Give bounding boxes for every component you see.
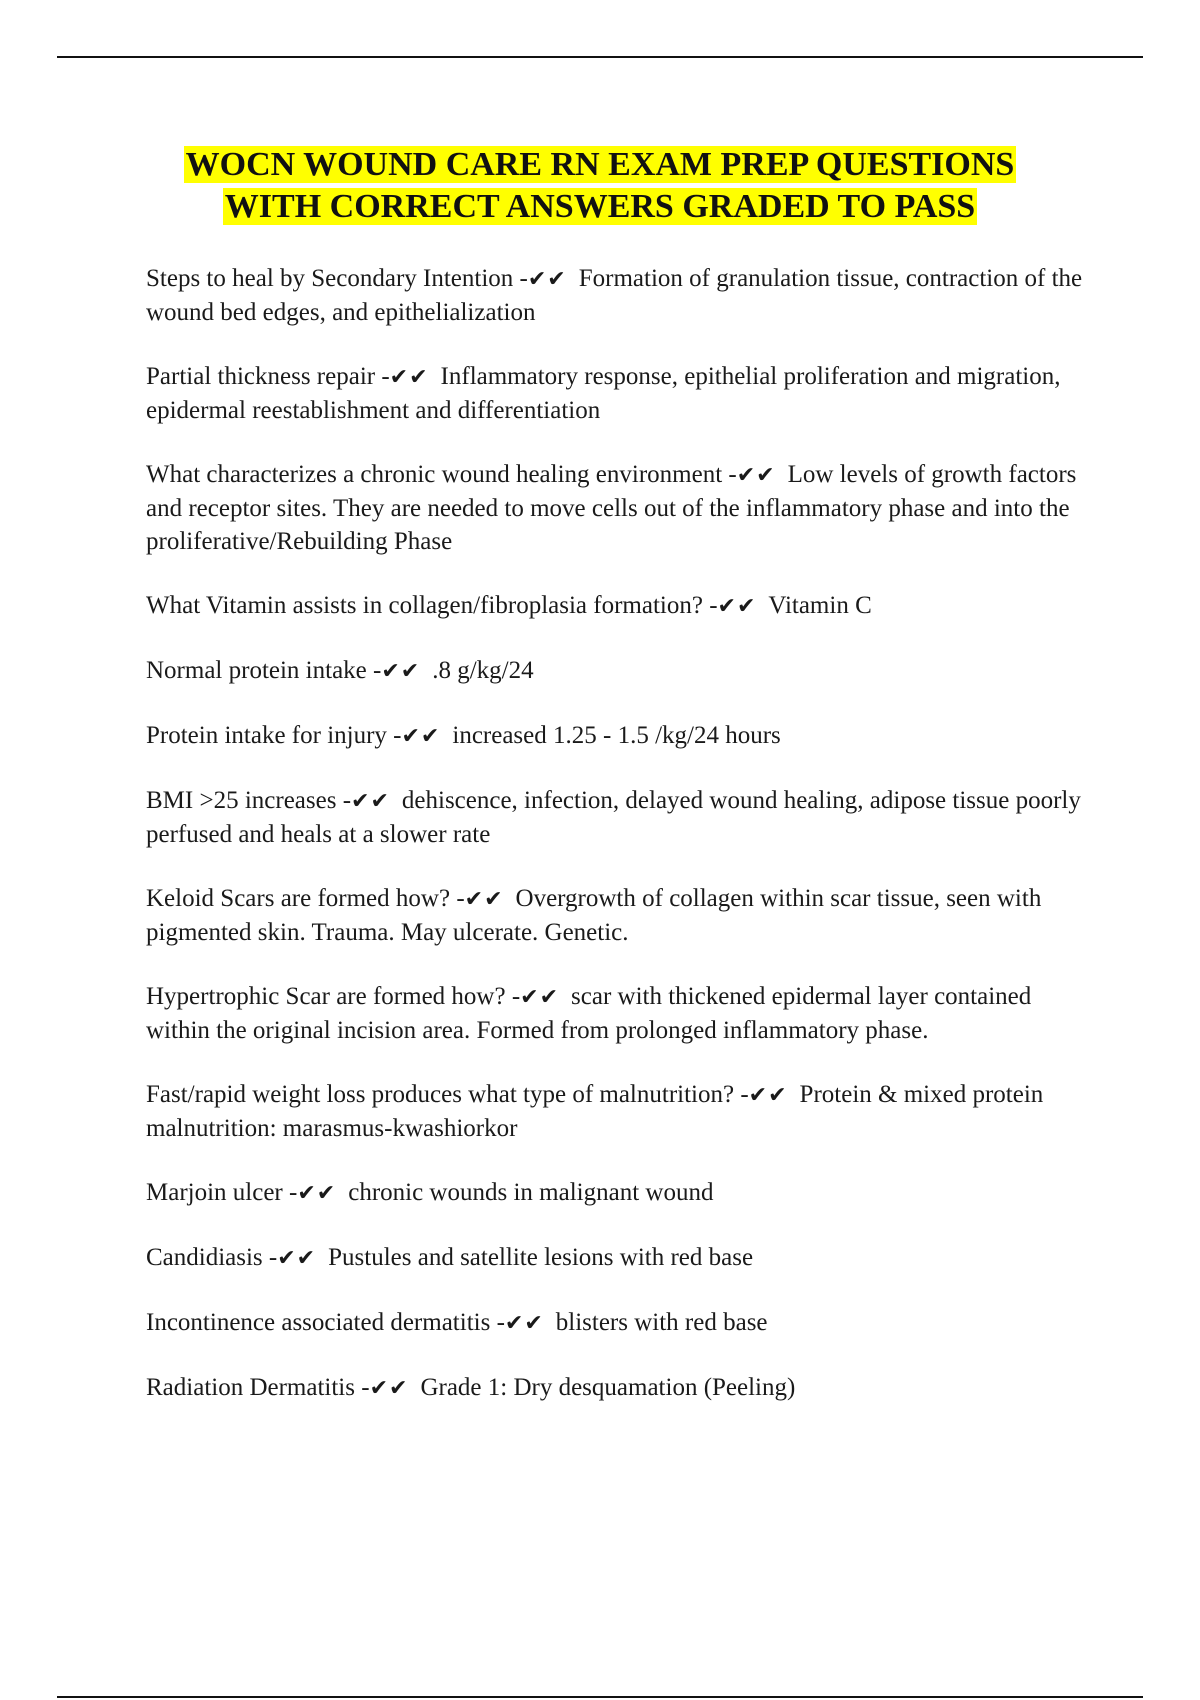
question-text: Candidiasis bbox=[146, 1244, 263, 1271]
question-text: Keloid Scars are formed how? bbox=[146, 885, 451, 912]
bottom-rule bbox=[57, 1696, 1143, 1698]
double-check-icon: ✔✔ bbox=[381, 659, 421, 684]
qa-item bbox=[146, 1176, 1086, 1210]
separator: - bbox=[262, 1244, 278, 1271]
qa-item bbox=[146, 1371, 1086, 1405]
separator: - bbox=[722, 461, 737, 488]
answer-text: increased 1.25 - 1.5 /kg/24 hours bbox=[452, 722, 781, 749]
double-check-icon: ✔✔ bbox=[464, 887, 504, 912]
double-check-icon: ✔✔ bbox=[527, 267, 567, 292]
title-line-2: WITH CORRECT ANSWERS GRADED TO PASS bbox=[224, 188, 976, 225]
double-check-icon: ✔✔ bbox=[297, 1181, 337, 1206]
separator: - bbox=[375, 363, 390, 390]
question-text: Incontinence associated dermatitis bbox=[146, 1309, 491, 1336]
double-check-icon: ✔✔ bbox=[736, 463, 776, 488]
double-check-icon: ✔✔ bbox=[748, 1083, 788, 1108]
question-text: What Vitamin assists in collagen/fibroplasia formation? bbox=[146, 592, 703, 619]
qa-item bbox=[146, 654, 1086, 688]
separator: - bbox=[354, 1374, 370, 1401]
answer-text: Grade 1: Dry desquamation (Peeling) bbox=[420, 1374, 796, 1401]
qa-item bbox=[146, 1078, 1086, 1145]
qa-item bbox=[146, 360, 1086, 427]
double-check-icon: ✔✔ bbox=[277, 1246, 317, 1271]
qa-item bbox=[146, 262, 1086, 329]
answer-text: Formation of granulation tissue, contraction of the wound bed edges, and epithelialization bbox=[146, 265, 1083, 326]
answer-text: blisters with red base bbox=[555, 1309, 768, 1336]
separator: - bbox=[702, 592, 718, 619]
question-text: BMI >25 increases bbox=[146, 787, 337, 814]
separator: - bbox=[282, 1179, 298, 1206]
separator: - bbox=[450, 885, 465, 912]
qa-item bbox=[146, 719, 1086, 753]
answer-text: Low levels of growth factors and receptor sites. They are needed to move cells out of the inflammatory phase and into the proliferative/Rebuilding Phase bbox=[146, 461, 1077, 555]
double-check-icon: ✔✔ bbox=[520, 985, 560, 1010]
answer-text: Pustules and satellite lesions with red base bbox=[328, 1244, 754, 1271]
answer-text: Vitamin C bbox=[768, 592, 872, 619]
question-text: Radiation Dermatitis bbox=[146, 1374, 355, 1401]
separator: - bbox=[734, 1081, 749, 1108]
answer-text: Inflammatory response, epithelial proliferation and migration, epidermal reestablishment and differentiation bbox=[146, 363, 1061, 424]
question-text: Hypertrophic Scar are formed how? bbox=[146, 983, 506, 1010]
question-text: Partial thickness repair bbox=[146, 363, 376, 390]
qa-item bbox=[146, 458, 1086, 558]
separator: - bbox=[366, 657, 382, 684]
separator: - bbox=[336, 787, 352, 814]
separator: - bbox=[386, 722, 402, 749]
answer-text: dehiscence, infection, delayed wound healing, adipose tissue poorly perfused and heals at a slower rate bbox=[146, 787, 1081, 848]
question-text: Protein intake for injury bbox=[146, 722, 387, 749]
double-check-icon: ✔✔ bbox=[351, 789, 390, 814]
top-rule bbox=[57, 56, 1143, 58]
separator: - bbox=[490, 1309, 505, 1336]
question-text: Marjoin ulcer bbox=[146, 1179, 283, 1206]
title-line-1: WOCN WOUND CARE RN EXAM PREP QUESTIONS bbox=[185, 146, 1015, 183]
qa-item bbox=[146, 1306, 1086, 1340]
question-text: Fast/rapid weight loss produces what type of malnutrition? bbox=[146, 1081, 735, 1108]
answer-text: Protein & mixed protein malnutrition: marasmus-kwashiorkor bbox=[146, 1081, 1044, 1142]
qa-item bbox=[146, 980, 1086, 1047]
qa-list bbox=[146, 262, 1086, 1436]
question-text: Steps to heal by Secondary Intention bbox=[146, 265, 514, 292]
double-check-icon: ✔✔ bbox=[504, 1311, 544, 1336]
double-check-icon: ✔✔ bbox=[389, 365, 429, 390]
question-text: What characterizes a chronic wound healing environment bbox=[146, 461, 723, 488]
answer-text: scar with thickened epidermal layer contained within the original incision area. Formed from prolonged inflammatory phase. bbox=[146, 983, 1032, 1044]
qa-item bbox=[146, 882, 1086, 949]
double-check-icon: ✔✔ bbox=[717, 594, 757, 619]
qa-item bbox=[146, 589, 1086, 623]
double-check-icon: ✔✔ bbox=[369, 1376, 409, 1401]
question-text: Normal protein intake bbox=[146, 657, 367, 684]
separator: - bbox=[513, 265, 528, 292]
separator: - bbox=[505, 983, 521, 1010]
answer-text: chronic wounds in malignant wound bbox=[348, 1179, 714, 1206]
answer-text: Overgrowth of collagen within scar tissue, seen with pigmented skin. Trauma. May ulcerate. Genetic. bbox=[146, 885, 1042, 946]
page-title bbox=[100, 144, 1100, 228]
qa-item bbox=[146, 784, 1086, 851]
double-check-icon: ✔✔ bbox=[401, 724, 441, 749]
qa-item bbox=[146, 1241, 1086, 1275]
answer-text: .8 g/kg/24 bbox=[432, 657, 534, 684]
